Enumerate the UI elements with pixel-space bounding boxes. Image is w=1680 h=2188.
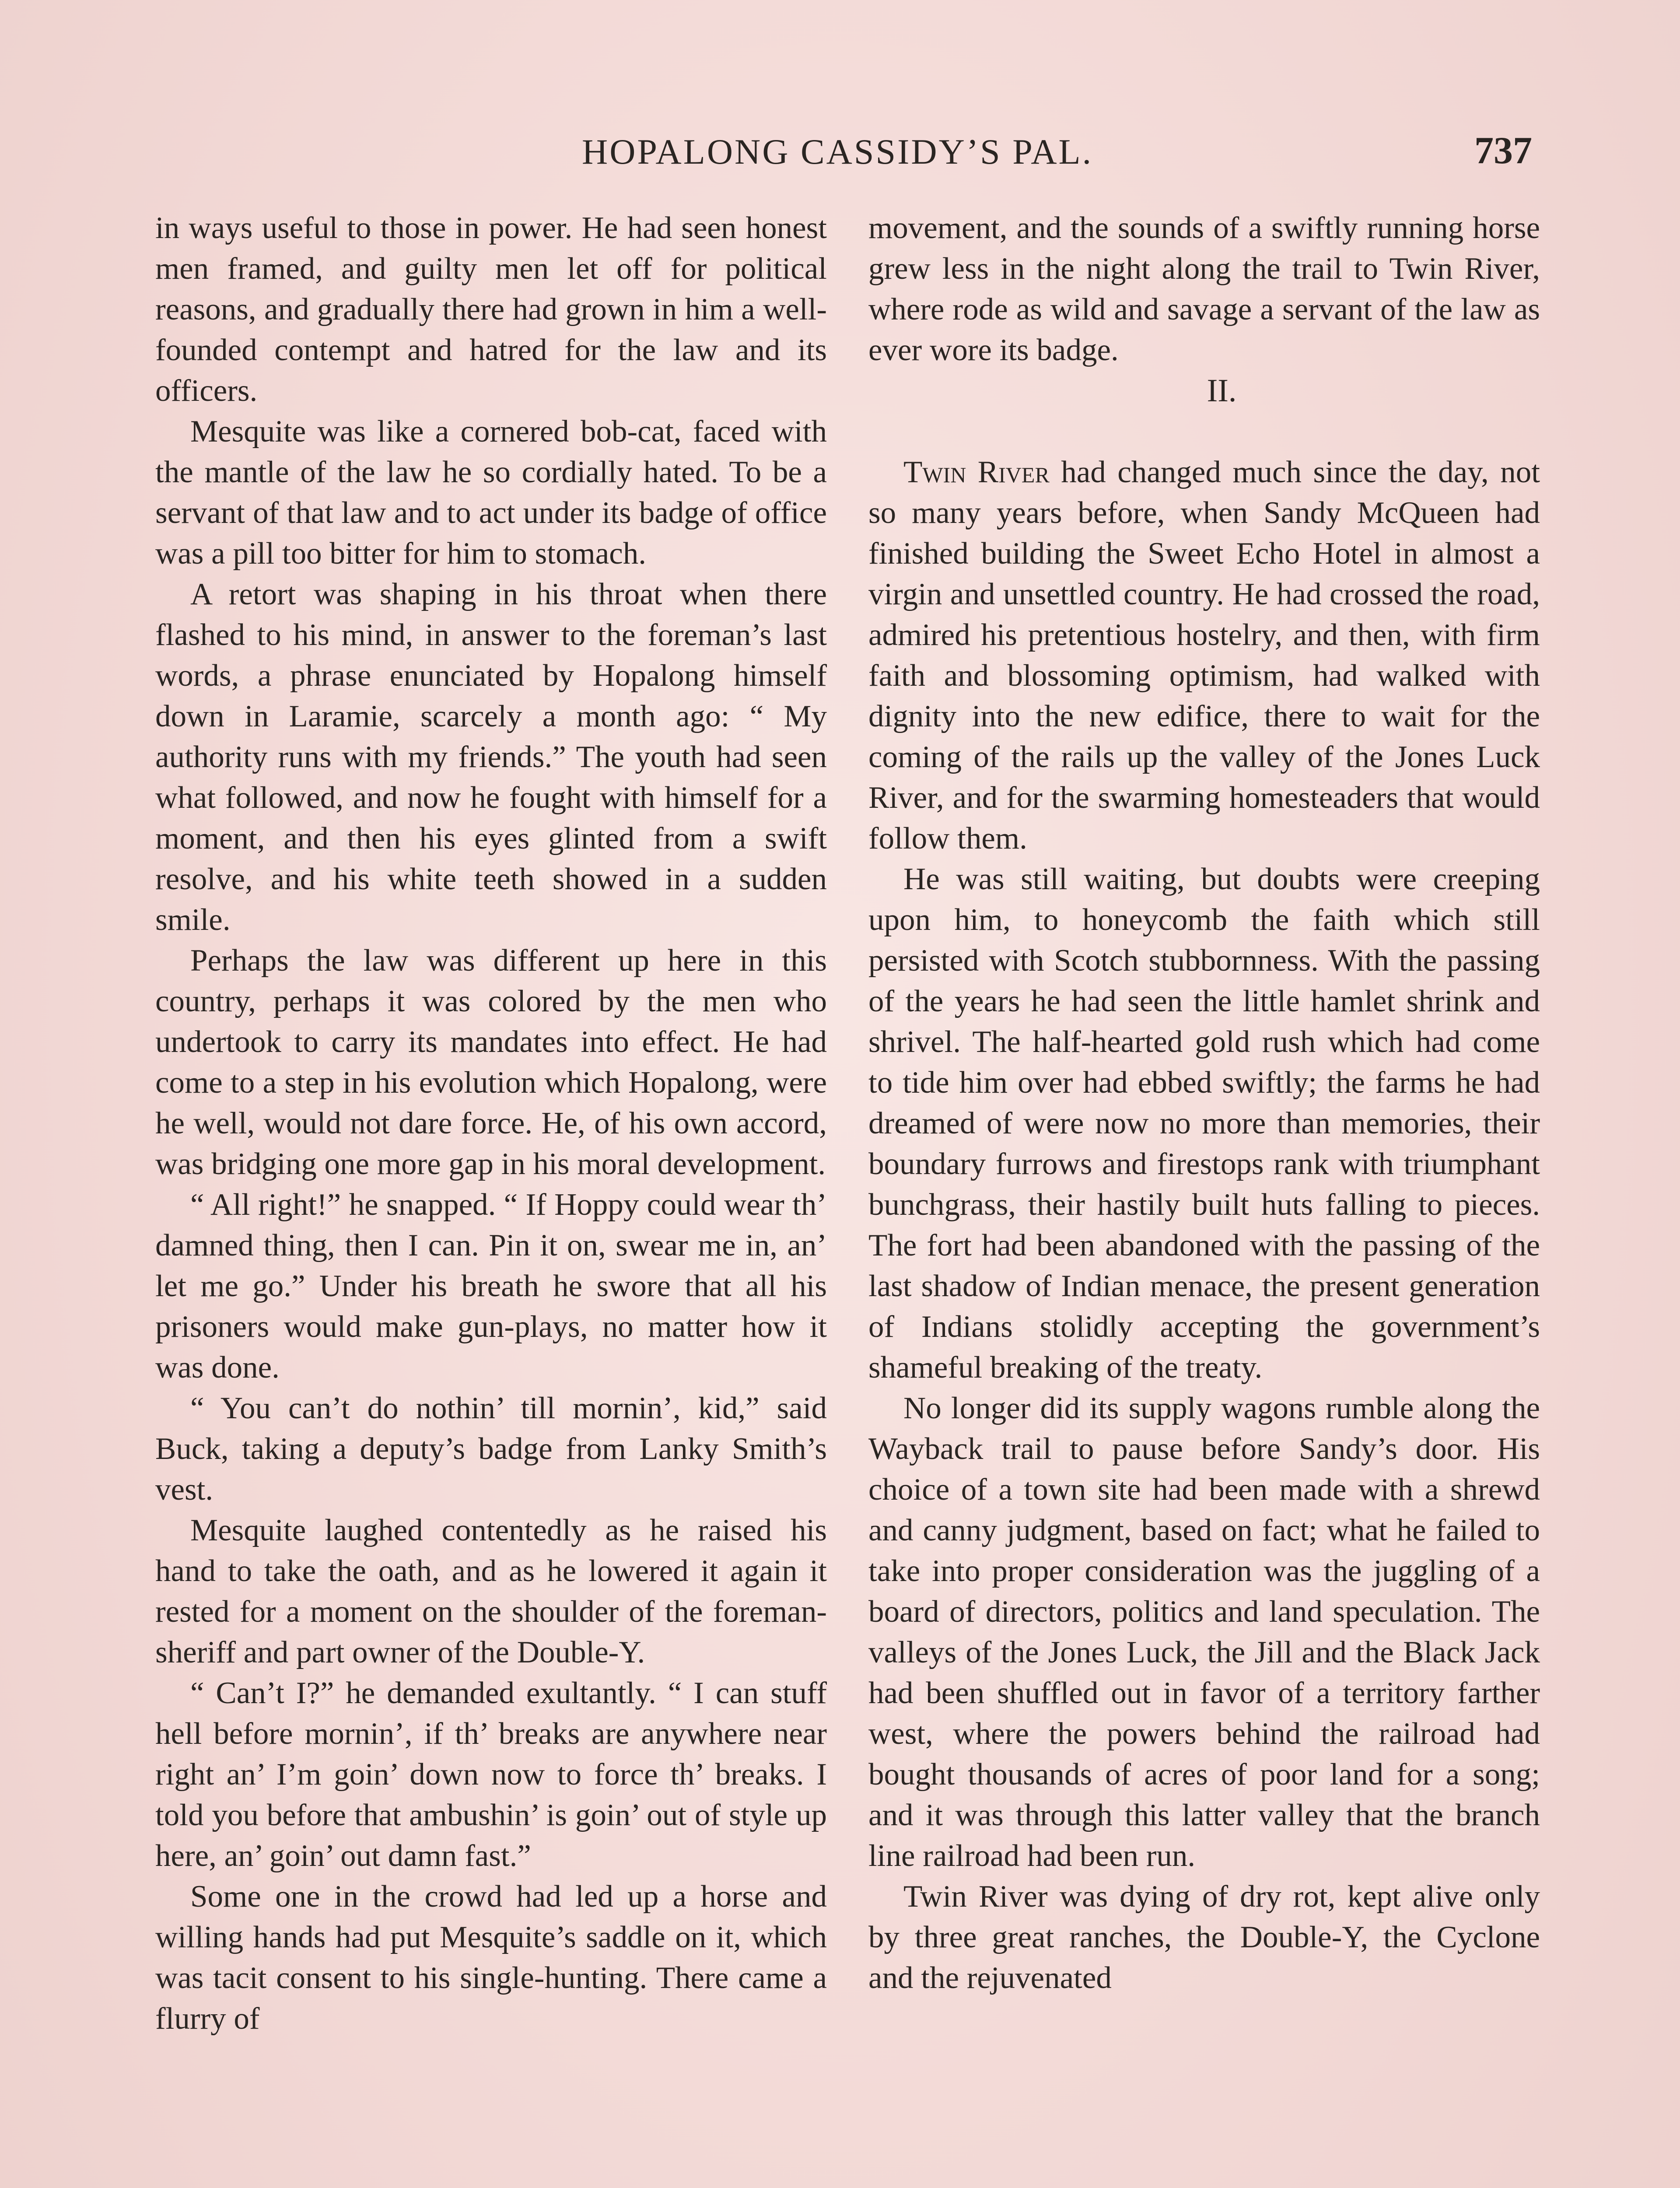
right-column	[868, 208, 1540, 1999]
paragraph: He was still waiting, but doubts were creeping upon him, to honeycomb the faith which still persisted with Scotch stubbornness. With the passing of the years he had seen the little hamlet shrink and shrivel. The half-hearted gold rush which had come to tide him over had ebbed swiftly; the farms he had dreamed of were now no more than memories, their boundary furrows and firestops rank with triumphant bunchgrass, their hastily built huts falling to pieces. The fort had been abandoned with the passing of the last shadow of Indian menace, the present generation of Indians stolidly accepting the government’s shameful breaking of the treaty.	[868, 862, 1540, 1385]
paragraph: Mesquite was like a cornered bob-cat, faced with the mantle of the law he so cordially hated. To be a servant of that law and to act under its badge of office was a pill too bitter for him to stomach.	[155, 414, 827, 571]
paragraph: “ Can’t I?” he demanded exultantly. “ I can stuff hell before mornin’, if th’ breaks are anywhere near right an’ I’m goin’ down now to force th’ breaks. I told you before that ambushin’ is goin’ out of style up here, an’ goin’ out damn fast.”	[155, 1676, 827, 1873]
paragraph: in ways useful to those in power. He had seen honest men framed, and guilty men let off for political reasons, and gradually there had grown in him a well-founded contempt and hatred for the law and its officers.	[155, 211, 827, 408]
section-lead-paragraph	[868, 452, 1540, 859]
left-column	[155, 208, 827, 2039]
paragraph: “ All right!” he snapped. “ If Hoppy could wear th’ damned thing, then I can. Pin it on, swear me in, an’ let me go.” Under his breath he swore that all his prisoners would make gun-plays, no matter how it was done.	[155, 1188, 827, 1385]
section-lead-smallcaps: Twin River	[903, 455, 1050, 489]
running-title: HOPALONG CASSIDY’S PAL.	[582, 132, 1093, 172]
page-header	[0, 127, 1680, 179]
paragraph: movement, and the sounds of a swiftly running horse grew less in the night along the trail to Twin River, where rode as wild and savage a servant of the law as ever wore its badge.	[868, 211, 1540, 367]
paragraph: Some one in the crowd had led up a horse and willing hands had put Mesquite’s saddle on it, which was tacit consent to his single-hunting. There came a flurry of	[155, 1879, 827, 2036]
section-lead-text: had changed much since the day, not so many years before, when Sandy McQueen had finished building the Sweet Echo Hotel in almost a virgin and unsettled country. He had crossed the road, admired his pretentious hostelry, and then, with firm faith and blossoming optimism, had walked with dignity into the new edifice, there to wait for the coming of the rails up the valley of the Jones Luck River, and for the swarming homesteaders that would follow them.	[868, 455, 1540, 856]
paragraph: Twin River was dying of dry rot, kept alive only by three great ranches, the Double-Y, the Cyclone and the rejuvenated	[868, 1879, 1540, 1995]
section-heading: II.	[1207, 373, 1237, 409]
paragraph: A retort was shaping in his throat when there flashed to his mind, in answer to the foreman’s last words, a phrase enunciated by Hopalong himself down in Laramie, scarcely a month ago: “ My authority runs with my friends.” The youth had seen what followed, and now he fought with himself for a moment, and then his eyes glinted from a swift resolve, and his white teeth showed in a sudden smile.	[155, 577, 827, 937]
paragraph: Perhaps the law was different up here in this country, perhaps it was colored by the men who undertook to carry its mandates into effect. He had come to a step in his evolution which Hopalong, were he well, would not dare force. He, of his own accord, was bridging one more gap in his moral development.	[155, 943, 827, 1181]
paragraph: Mesquite laughed contentedly as he raised his hand to take the oath, and as he lowered it again it rested for a moment on the shoulder of the foreman-sheriff and part owner of the Double-Y.	[155, 1513, 827, 1669]
page-number: 737	[1474, 130, 1532, 172]
paragraph: No longer did its supply wagons rumble along the Wayback trail to pause before Sandy’s door. His choice of a town site had been made with a shrewd and canny judgment, based on fact; what he failed to take into proper consideration was the juggling of a board of directors, politics and land speculation. The valleys of the Jones Luck, the Jill and the Black Jack had been shuffled out in favor of a territory farther west, where the powers behind the railroad had bought thousands of acres of poor land for a song; and it was through this latter valley that the branch line railroad had been run.	[868, 1391, 1540, 1873]
paragraph: “ You can’t do nothin’ till mornin’, kid,” said Buck, taking a deputy’s badge from Lanky Smith’s vest.	[155, 1391, 827, 1507]
